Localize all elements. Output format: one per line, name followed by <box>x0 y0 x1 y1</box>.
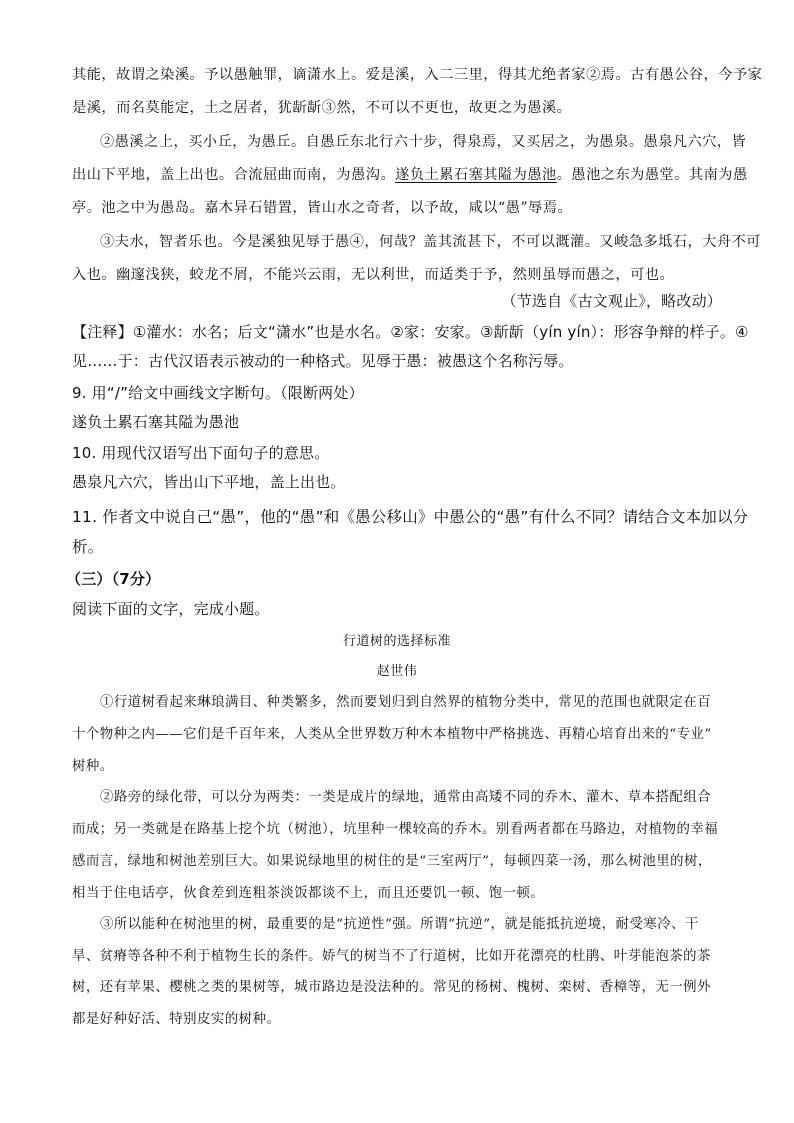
question-11: 11. 作者文中说自己“愚”，他的“愚”和《愚公移山》中愚公的“愚”有什么不同？请结合文本加以分 <box>72 508 749 526</box>
question-11-cont: 析。 <box>72 538 104 556</box>
annotation-line: 见……于：古代汉语表示被动的一种格式。见辱于愚：被愚这个名称污辱。 <box>72 352 574 370</box>
passage-line: 是溪，而名莫能定，土之居者，犹龂龂③然，不可以不更也，故更之为愚溪。 <box>72 100 572 116</box>
article-line: 旱、贫瘠等各种不利于植物生长的条件。娇气的树当不了行道树，比如开花漂亮的杜鹃、叶芽能泡茶的茶 <box>72 949 711 964</box>
article-line: 树种。 <box>72 759 114 774</box>
passage-line: 亭。池之中为愚岛。嘉木异石错置，皆山水之奇者，以予故，咸以“愚”辱焉。 <box>72 200 573 216</box>
question-9-text: 遂负土累石塞其隘为愚池 <box>72 413 240 431</box>
passage-line: 其能，故谓之染溪。予以愚触罪，谪潇水上。爱是溪，入二三里，得其尤绝者家②焉。古有愚公谷，今予家 <box>72 67 763 83</box>
article-line: 树，还有苹果、樱桃之类的果树等，城市路边是没法种的。常见的杨树、槐树、栾树、香樟等，无一例外 <box>72 980 711 995</box>
passage-line: ③夫水，智者乐也。今是溪独见辱于愚④，何哉？盖其流甚下，不可以溉灌。又峻急多坻石，大舟不可 <box>100 234 761 250</box>
passage-text: 。愚池之东为愚堂。其南为愚 <box>556 167 748 183</box>
article-line: ③所以能种在树池里的树，最重要的是“抗逆性”强。所谓“抗逆”，就是能抵抗逆境，耐受寒冷、干 <box>100 917 699 932</box>
article-author: 赵世伟 <box>376 664 418 679</box>
article-line: 感而言，绿地和树池差别巨大。如果说绿地里的树住的是“三室两厅”，每顿四菜一汤，那么树池里的树， <box>72 854 712 869</box>
passage-text: 出山下平地，盖上出也。合流屈曲而南，为愚沟。 <box>72 167 396 183</box>
passage-line <box>72 164 748 184</box>
article-line: 十个物种之内——它们是千百年来，人类从全世界数万种木本植物中严格挑选、再精心培育出来的“专业” <box>72 727 712 742</box>
question-10: 10. 用现代汉语写出下面句子的意思。 <box>72 444 330 462</box>
underlined-sentence: 遂负土累石塞其隘为愚池 <box>395 167 557 183</box>
section-heading: （三）（7分） <box>66 570 161 588</box>
article-line: 相当于住电话亭，伙食差到连粗茶淡饭都谈不上，而且还要饥一顿、饱一顿。 <box>72 886 545 901</box>
passage-line: 入也。幽邃浅狭，蛟龙不屑，不能兴云雨，无以利世，而适类于予，然则虽辱而愚之，可也。 <box>72 267 675 283</box>
source-citation: （节选自《古文观止》，略改动） <box>501 292 722 310</box>
question-10-text: 愚泉凡六穴，皆出山下平地，盖上出也。 <box>72 473 346 491</box>
section-instruction: 阅读下面的文字，完成小题。 <box>72 600 270 618</box>
article-line: 都是好种好活、特别皮实的树种。 <box>72 1012 281 1027</box>
article-title: 行道树的选择标准 <box>342 634 451 649</box>
question-9: 9. 用“/”给文中画线文字断句。（限断两处） <box>72 384 364 402</box>
passage-line: ②愚溪之上，买小丘，为愚丘。自愚丘东北行六十步，得泉焉，又买居之，为愚泉。愚泉凡六穴，皆 <box>100 134 747 150</box>
article-line: ②路旁的绿化带，可以分为两类：一类是成片的绿地，通常由高矮不同的乔木、灌木、草本搭配组合 <box>100 790 712 805</box>
annotation-line: 【注释】①灌水：水名；后文“潇水”也是水名。②家：安家。③龂龂（yín yín）：形容争辩的样子。④ <box>72 323 749 341</box>
article-line: ①行道树看起来琳琅满目、种类繁多，然而要划归到自然界的植物分类中，常见的范围也就限定在百 <box>100 695 712 710</box>
article-line: 而成；另一类就是在路基上挖个坑（树池），坑里种一棵较高的乔木。别看两者都在马路边，对植物的幸福 <box>72 822 719 837</box>
